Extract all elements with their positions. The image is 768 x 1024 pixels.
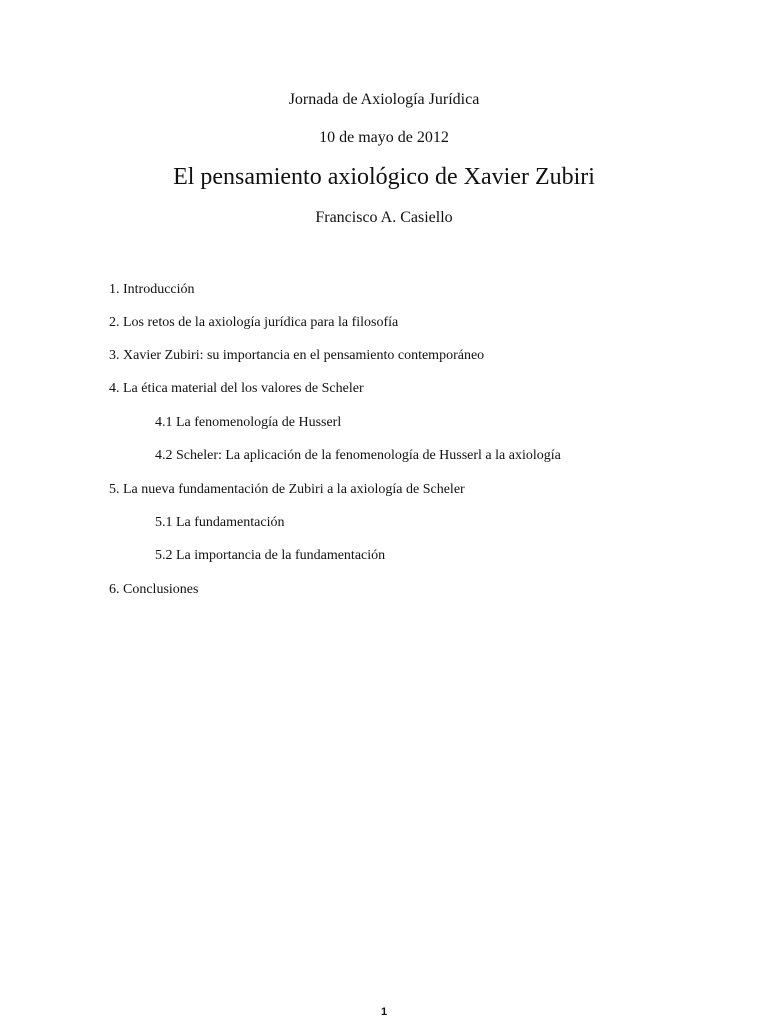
toc-subitem: 4.1 La fenomenología de Husserl — [155, 415, 342, 430]
toc-subitem: 5.1 La fundamentación — [155, 515, 285, 530]
toc-item: 6. Conclusiones — [109, 582, 199, 597]
event-date: 10 de mayo de 2012 — [319, 129, 449, 146]
toc-item: 5. La nueva fundamentación de Zubiri a la axiología de Scheler — [109, 482, 465, 497]
event-name: Jornada de Axiología Jurídica — [288, 91, 480, 108]
toc-item: 1. Introducción — [109, 282, 195, 297]
toc-item: 3. Xavier Zubiri: su importancia en el pensamiento contemporáneo — [109, 348, 485, 363]
page-number: 1 — [380, 1006, 388, 1018]
toc-item: 4. La ética material del los valores de Scheler — [109, 381, 364, 396]
document-title: El pensamiento axiológico de Xavier Zubiri — [173, 164, 595, 190]
author-name: Francisco A. Casiello — [315, 209, 453, 226]
toc-subitem: 4.2 Scheler: La aplicación de la fenomenología de Husserl a la axiología — [155, 448, 561, 463]
toc-subitem: 5.2 La importancia de la fundamentación — [155, 548, 386, 563]
toc-item: 2. Los retos de la axiología jurídica para la filosofía — [109, 315, 399, 330]
